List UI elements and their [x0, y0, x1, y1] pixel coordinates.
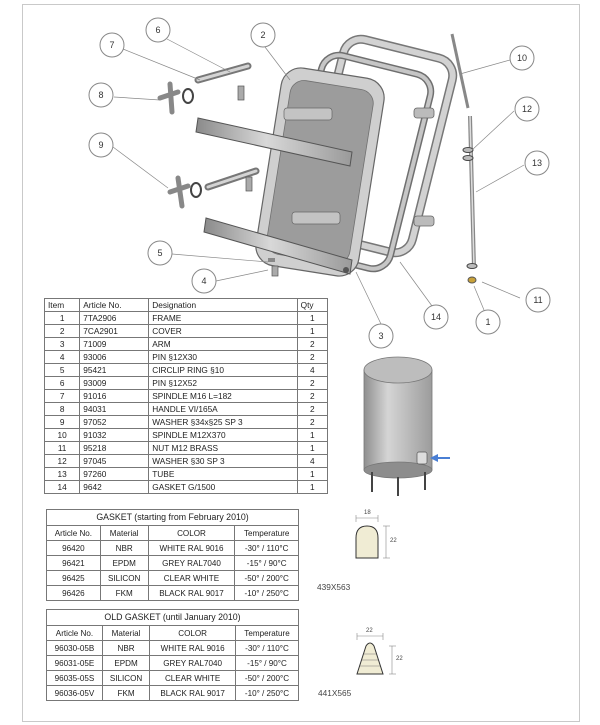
svg-text:5: 5 [157, 248, 163, 258]
new-size-label: 439X563 [317, 582, 351, 592]
table-row [45, 455, 328, 468]
header-article: Article No. [80, 299, 149, 312]
table-cell: 2 [45, 325, 80, 338]
table-cell: 96030-05B [47, 641, 103, 656]
table-cell: 1 [297, 442, 327, 455]
table-cell: SPINDLE M16 L=182 [149, 390, 297, 403]
header-material: Material [102, 626, 149, 641]
table-cell: PIN §12X52 [149, 377, 297, 390]
callout-11 [526, 288, 550, 312]
svg-text:6: 6 [155, 25, 161, 35]
callout-1 [476, 310, 500, 334]
old-height-dim: 22 [396, 656, 403, 662]
table-cell: 7CA2901 [80, 325, 149, 338]
table-cell: GREY RAL7040 [150, 656, 236, 671]
table-cell: 10 [45, 429, 80, 442]
handle-parts [160, 84, 201, 206]
parts-list-table [44, 298, 328, 494]
table-cell: 1 [297, 325, 327, 338]
table-cell: EPDM [100, 556, 148, 571]
table-cell: 97045 [80, 455, 149, 468]
svg-text:4: 4 [201, 276, 207, 286]
table-cell: -15° / 90°C [236, 656, 299, 671]
new-height-dim: 22 [390, 538, 397, 544]
table-cell: 96036-05V [47, 686, 103, 701]
gasket-new-body [47, 541, 299, 601]
table-cell: 11 [45, 442, 80, 455]
table-cell: 14 [45, 481, 80, 494]
gasket-new-header-row [47, 526, 299, 541]
header-qty: Qty [297, 299, 327, 312]
svg-text:13: 13 [531, 158, 543, 168]
table-cell: 2 [297, 403, 327, 416]
svg-text:12: 12 [521, 104, 533, 114]
header-article-no: Article No. [47, 626, 103, 641]
table-row [47, 686, 299, 701]
table-cell: 2 [297, 416, 327, 429]
table-cell: 4 [297, 364, 327, 377]
table-cell: FRAME [149, 312, 297, 325]
table-row [45, 403, 328, 416]
table-row [45, 416, 328, 429]
table-cell: 6 [45, 377, 80, 390]
table-cell: 4 [297, 455, 327, 468]
table-cell: HANDLE VI/165A [149, 403, 297, 416]
table-cell: -50° / 200°C [235, 571, 299, 586]
gasket-old-table [46, 609, 299, 701]
table-cell: WASHER §30 SP 3 [149, 455, 297, 468]
gasket-new-table [46, 509, 299, 601]
callout-10 [510, 46, 534, 70]
table-cell: 93009 [80, 377, 149, 390]
table-cell: 7TA2906 [80, 312, 149, 325]
table-row [47, 586, 299, 601]
table-cell: 96426 [47, 586, 101, 601]
table-cell: 3 [45, 338, 80, 351]
table-cell: 96035-05S [47, 671, 103, 686]
svg-text:2: 2 [260, 30, 266, 40]
table-cell: 97052 [80, 416, 149, 429]
table-cell: 95218 [80, 442, 149, 455]
table-cell: 96425 [47, 571, 101, 586]
table-cell: 13 [45, 468, 80, 481]
table-cell: -30° / 110°C [236, 641, 299, 656]
table-row [47, 641, 299, 656]
gasket-profile-new [356, 515, 390, 558]
table-cell: 2 [297, 390, 327, 403]
table-cell: BLACK RAL 9017 [148, 586, 235, 601]
gasket-old-body [47, 641, 299, 701]
table-cell: FKM [100, 586, 148, 601]
gasket-profile-old [357, 633, 396, 674]
table-cell: FKM [102, 686, 149, 701]
table-cell: 97260 [80, 468, 149, 481]
table-cell: -15° / 90°C [235, 556, 299, 571]
header-designation: Designation [149, 299, 297, 312]
table-cell: SPINDLE M12X370 [149, 429, 297, 442]
old-size-label: 441X565 [318, 688, 352, 698]
table-cell: 96421 [47, 556, 101, 571]
table-cell: 12 [45, 455, 80, 468]
table-row [45, 351, 328, 364]
table-row [45, 468, 328, 481]
header-item: Item [45, 299, 80, 312]
callout-13 [525, 151, 549, 175]
table-row [45, 481, 328, 494]
table-row [45, 390, 328, 403]
svg-text:14: 14 [430, 312, 442, 322]
table-cell: 96420 [47, 541, 101, 556]
table-row [45, 442, 328, 455]
header-temperature: Temperature [236, 626, 299, 641]
header-color: COLOR [148, 526, 235, 541]
table-cell: WHITE RAL 9016 [148, 541, 235, 556]
table-cell: -10° / 250°C [235, 586, 299, 601]
table-cell: 1 [297, 468, 327, 481]
table-cell: 96031-05E [47, 656, 103, 671]
table-cell: 9 [45, 416, 80, 429]
table-cell: 9642 [80, 481, 149, 494]
parts-table-body [45, 312, 328, 494]
table-cell: ARM [149, 338, 297, 351]
header-article-no: Article No. [47, 526, 101, 541]
table-cell: SILICON [102, 671, 149, 686]
table-row [47, 656, 299, 671]
table-cell: 94031 [80, 403, 149, 416]
table-cell: NBR [100, 541, 148, 556]
table-row [45, 364, 328, 377]
table-cell: 91032 [80, 429, 149, 442]
callout-3 [369, 324, 393, 348]
table-cell: 2 [297, 377, 327, 390]
header-color: COLOR [150, 626, 236, 641]
table-cell: WHITE RAL 9016 [150, 641, 236, 656]
table-row [45, 312, 328, 325]
callout-12 [515, 97, 539, 121]
svg-text:11: 11 [533, 295, 543, 305]
table-cell: CLEAR WHITE [148, 571, 235, 586]
table-cell: 5 [45, 364, 80, 377]
callout-5 [148, 241, 172, 265]
table-cell: 1 [297, 312, 327, 325]
table-cell: COVER [149, 325, 297, 338]
table-cell: -10° / 250°C [236, 686, 299, 701]
table-cell: EPDM [102, 656, 149, 671]
new-width-dim: 18 [364, 510, 371, 516]
svg-text:10: 10 [516, 53, 528, 63]
table-row [47, 671, 299, 686]
table-row [47, 556, 299, 571]
table-cell: 2 [297, 351, 327, 364]
callout-14 [424, 305, 448, 329]
table-cell: NUT M12 BRASS [149, 442, 297, 455]
svg-text:9: 9 [98, 140, 104, 150]
table-cell: CLEAR WHITE [150, 671, 236, 686]
table-cell: 7 [45, 390, 80, 403]
table-row [45, 338, 328, 351]
table-cell: 1 [297, 481, 327, 494]
svg-text:3: 3 [378, 331, 384, 341]
callout-8 [89, 83, 113, 107]
table-cell: -50° / 200°C [236, 671, 299, 686]
table-cell: 1 [297, 429, 327, 442]
callout-6 [146, 18, 170, 42]
callout-4 [192, 269, 216, 293]
table-row [47, 541, 299, 556]
old-width-dim: 22 [366, 628, 373, 634]
tank-illustration [364, 357, 450, 496]
gasket-old-title: OLD GASKET (until January 2010) [47, 610, 299, 626]
table-cell: GREY RAL7040 [148, 556, 235, 571]
table-cell: CIRCLIP RING §10 [149, 364, 297, 377]
table-cell: 2 [297, 338, 327, 351]
header-temperature: Temperature [235, 526, 299, 541]
table-cell: 1 [45, 312, 80, 325]
table-cell: -30° / 110°C [235, 541, 299, 556]
callout-7 [100, 33, 124, 57]
table-cell: 4 [45, 351, 80, 364]
gasket-new-title: GASKET (starting from February 2010) [47, 510, 299, 526]
table-row [45, 429, 328, 442]
gasket-old-header-row [47, 626, 299, 641]
table-cell: WASHER §34x§25 SP 3 [149, 416, 297, 429]
table-cell: 71009 [80, 338, 149, 351]
callout-2 [251, 23, 275, 47]
svg-text:8: 8 [98, 90, 104, 100]
table-cell: 95421 [80, 364, 149, 377]
table-cell: 8 [45, 403, 80, 416]
header-material: Material [100, 526, 148, 541]
table-cell: GASKET G/1500 [149, 481, 297, 494]
table-cell: BLACK RAL 9017 [150, 686, 236, 701]
table-cell: 93006 [80, 351, 149, 364]
table-cell: PIN §12X30 [149, 351, 297, 364]
svg-text:7: 7 [109, 40, 115, 50]
table-row [45, 325, 328, 338]
table-row [47, 571, 299, 586]
table-cell: SILICON [100, 571, 148, 586]
table-row [45, 377, 328, 390]
svg-text:1: 1 [485, 317, 491, 327]
callout-9 [89, 133, 113, 157]
table-cell: NBR [102, 641, 149, 656]
parts-header-row [45, 299, 328, 312]
table-cell: TUBE [149, 468, 297, 481]
table-cell: 91016 [80, 390, 149, 403]
